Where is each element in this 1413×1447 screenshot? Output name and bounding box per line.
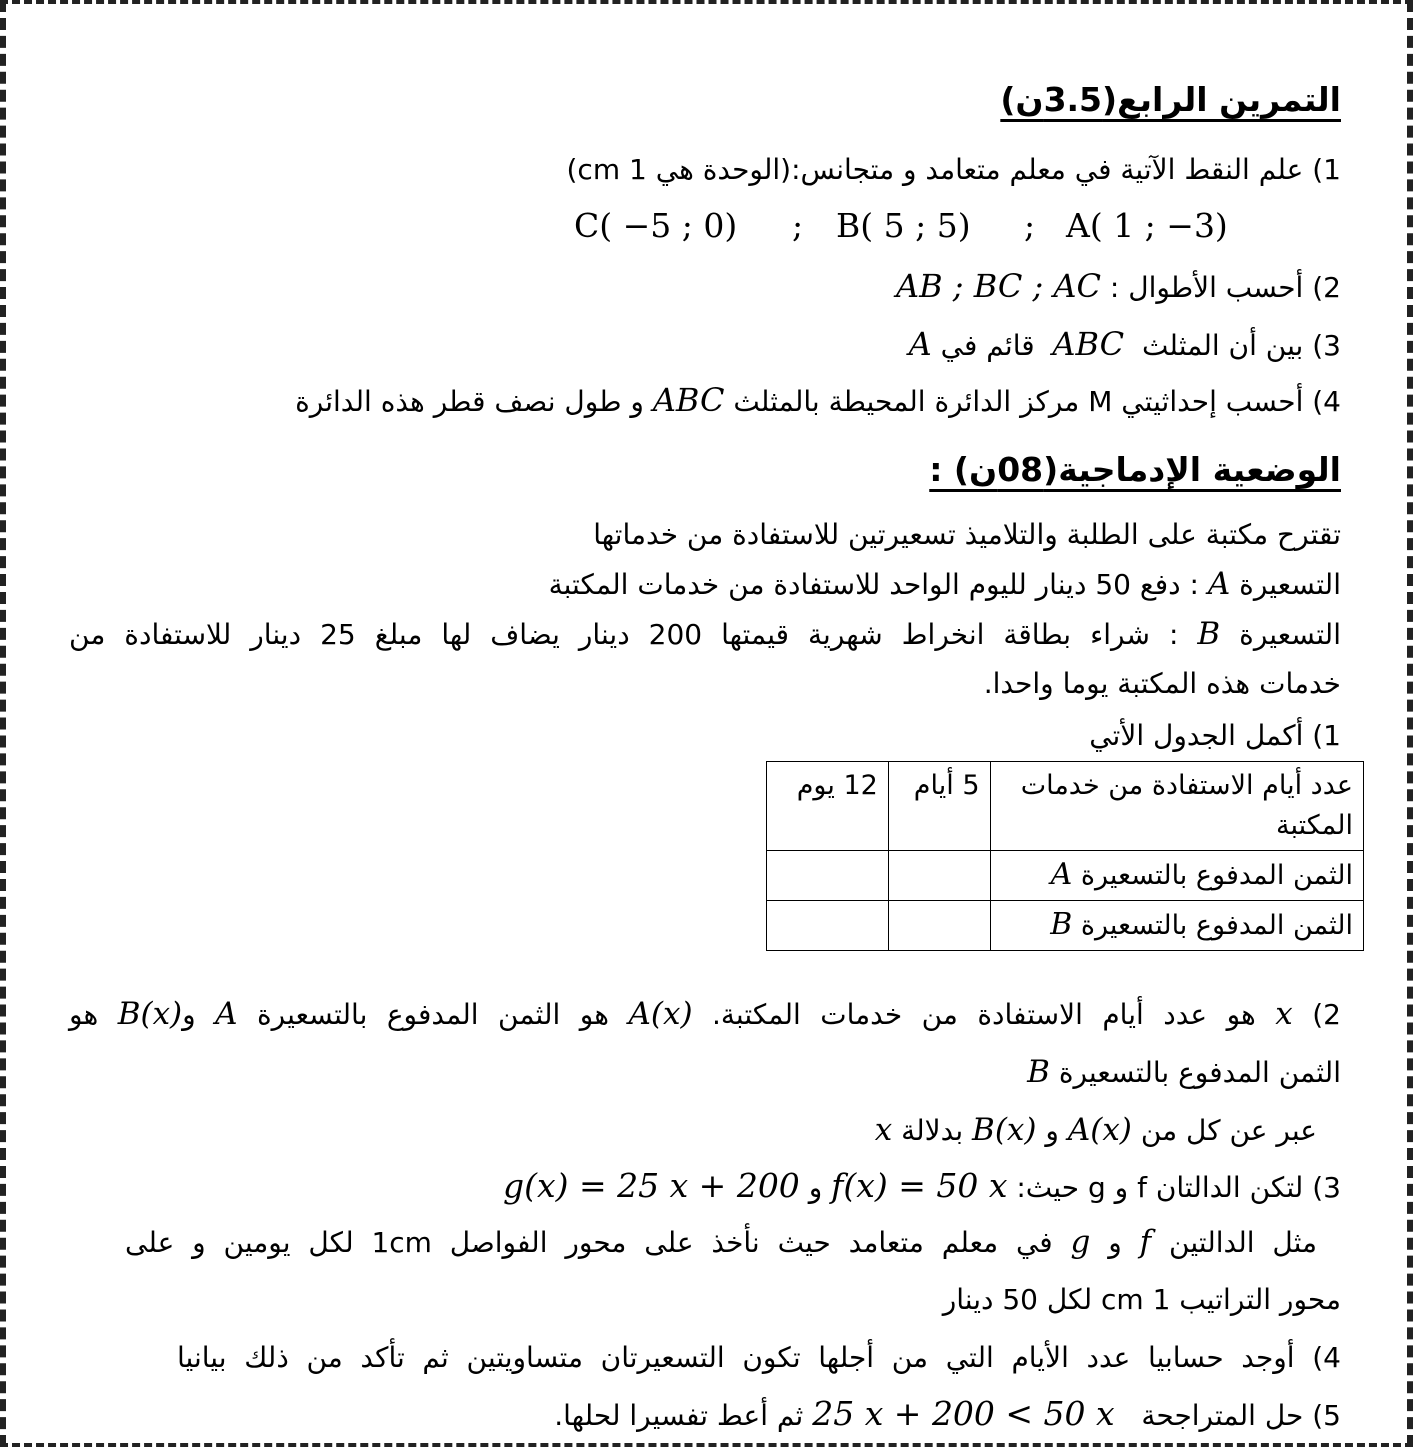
- situation-q3: [503, 1166, 1341, 1208]
- header-12-days: 12 يوم: [767, 762, 889, 851]
- situation-q4: 4) أوجد حسابيا عدد الأيام التي من أجلها تكون التسعيرتان متساويتين ثم تأكد من ذلك بيانيا: [177, 1341, 1341, 1374]
- represent-line: [125, 1222, 1317, 1263]
- q3-mid: قائم في: [940, 329, 1035, 362]
- represent-line2: محور التراتيب 1 cm لكل 50 دينار: [942, 1283, 1341, 1316]
- q2-and: و: [182, 998, 196, 1031]
- situation-q1: 1) أكمل الجدول الأتي: [1089, 719, 1341, 752]
- q2-text: 2) أحسب الأطوال :: [1109, 271, 1341, 304]
- rate-a-prefix: التسعيرة: [1239, 568, 1341, 601]
- express-bx: B(x): [972, 1112, 1037, 1148]
- point-b: B( 5 ; 5): [836, 206, 971, 245]
- table-row: [767, 851, 1364, 901]
- q2-t3: هو: [69, 998, 99, 1031]
- represent-g: g: [1070, 1224, 1091, 1260]
- row-a-text: الثمن المدفوع بالتسعيرة: [1080, 860, 1353, 891]
- table-row: [767, 762, 1364, 851]
- q2-t1: هو عدد أيام الاستفادة من خدمات المكتبة.: [712, 998, 1256, 1031]
- q4-end: و طول نصف قطر هذه الدائرة: [295, 385, 644, 418]
- q5-inequality: 25 x + 200 < 50 x: [812, 1394, 1115, 1433]
- q5-end: ثم أعط تفسيرا لحلها.: [554, 1399, 804, 1432]
- express-line: [875, 1110, 1317, 1151]
- exercise4-q1: 1) علم النقط الآتية في معلم متعامد و متجانس:(الوحدة هي 1 cm): [566, 153, 1341, 186]
- represent-and: و: [1108, 1226, 1122, 1259]
- q5-text: 5) حل المتراجحة: [1141, 1399, 1341, 1432]
- represent-t1: مثل الدالتين: [1169, 1226, 1318, 1259]
- rate-a-text: : دفع 50 دينار لليوم الواحد للاستفادة من خدمات المكتبة: [548, 568, 1199, 601]
- point-c: C( −5 ; 0): [574, 206, 738, 245]
- q2-ax: A(x): [628, 996, 693, 1032]
- rate-b-prefix: التسعيرة: [1239, 618, 1341, 651]
- rate-a: [549, 564, 1341, 605]
- situation-q2-line2: [1027, 1052, 1341, 1093]
- represent-f: f: [1139, 1224, 1152, 1260]
- exercise4-q4: [295, 380, 1341, 422]
- exercise4-q3: [909, 324, 1341, 366]
- q2-a: A: [215, 996, 238, 1032]
- express-ax: A(x): [1067, 1112, 1132, 1148]
- q2-num: 2): [1312, 998, 1341, 1031]
- exercise4-q2: [896, 266, 1341, 308]
- q2-lengths: AB ; BC ; AC: [895, 267, 1102, 305]
- rate-b-var: B: [1197, 616, 1221, 652]
- q3-f: f(x) = 50 x: [831, 1166, 1008, 1205]
- row-b-var: B: [1050, 907, 1073, 942]
- cell-b-5[interactable]: [888, 901, 990, 951]
- situation-heading: الوضعية الإدماجية(08ن) :: [929, 450, 1341, 489]
- header-5-days: 5 أيام: [888, 762, 990, 851]
- represent-t2: في معلم متعامد حيث نأخذ على محور الفواصل 1cm لكل يومين و على: [125, 1226, 1053, 1259]
- cell-a-5[interactable]: [888, 851, 990, 901]
- q3-text: 3) لتكن الدالتان f و g حيث:: [1016, 1171, 1341, 1204]
- q3-vertex: A: [908, 325, 932, 363]
- q3-g: g(x) = 25 x + 200: [502, 1166, 800, 1205]
- separator: ;: [792, 206, 804, 245]
- row-a-label: [990, 851, 1364, 901]
- rate-b-text: : شراء بطاقة انخراط شهرية قيمتها 200 دينار يضاف لها مبلغ 25 دينار للاستفادة من: [69, 618, 1179, 651]
- row-b-label: [990, 901, 1364, 951]
- express-t1: عبر عن كل من: [1140, 1114, 1317, 1147]
- rate-b: [69, 614, 1341, 655]
- q2-x: x: [1275, 996, 1293, 1032]
- separator: ;: [1024, 206, 1036, 245]
- situation-intro: تقترح مكتبة على الطلبة والتلاميذ تسعيرتين للاستفادة من خدماتها: [593, 518, 1341, 551]
- cell-a-12[interactable]: [767, 851, 889, 901]
- data-table: [766, 761, 1364, 951]
- rate-b-continuation: خدمات هذه المكتبة يوما واحدا.: [983, 667, 1341, 700]
- rate-a-var: A: [1207, 566, 1231, 602]
- express-and: و: [1045, 1114, 1059, 1147]
- point-a: A( 1 ; −3): [1066, 206, 1228, 245]
- header-label-cell: عدد أيام الاستفادة من خدمات المكتبة: [990, 762, 1364, 851]
- table-row: [767, 901, 1364, 951]
- q3-text: 3) بين أن المثلث: [1141, 329, 1341, 362]
- q2-line2-text: الثمن المدفوع بالتسعيرة: [1058, 1056, 1341, 1089]
- cell-b-12[interactable]: [767, 901, 889, 951]
- situation-q5: [554, 1394, 1341, 1436]
- q2-bx: B(x): [117, 996, 183, 1032]
- row-a-var: A: [1050, 857, 1073, 892]
- exercise4-heading: التمرين الرابع(3.5ن): [1000, 80, 1341, 119]
- express-t2: بدلالة: [901, 1114, 964, 1147]
- situation-q2: [69, 994, 1341, 1035]
- q2-line2-b: B: [1027, 1054, 1050, 1090]
- row-b-text: الثمن المدفوع بالتسعيرة: [1080, 910, 1353, 941]
- express-x: x: [874, 1112, 893, 1148]
- q3-and: و: [808, 1171, 823, 1204]
- q2-t2: هو الثمن المدفوع بالتسعيرة: [257, 998, 610, 1031]
- q3-triangle: ABC: [1052, 325, 1125, 363]
- q4-text: 4) أحسب إحداثيتي M مركز الدائرة المحيطة بالمثلث: [733, 385, 1341, 418]
- q4-triangle: ABC: [652, 381, 725, 419]
